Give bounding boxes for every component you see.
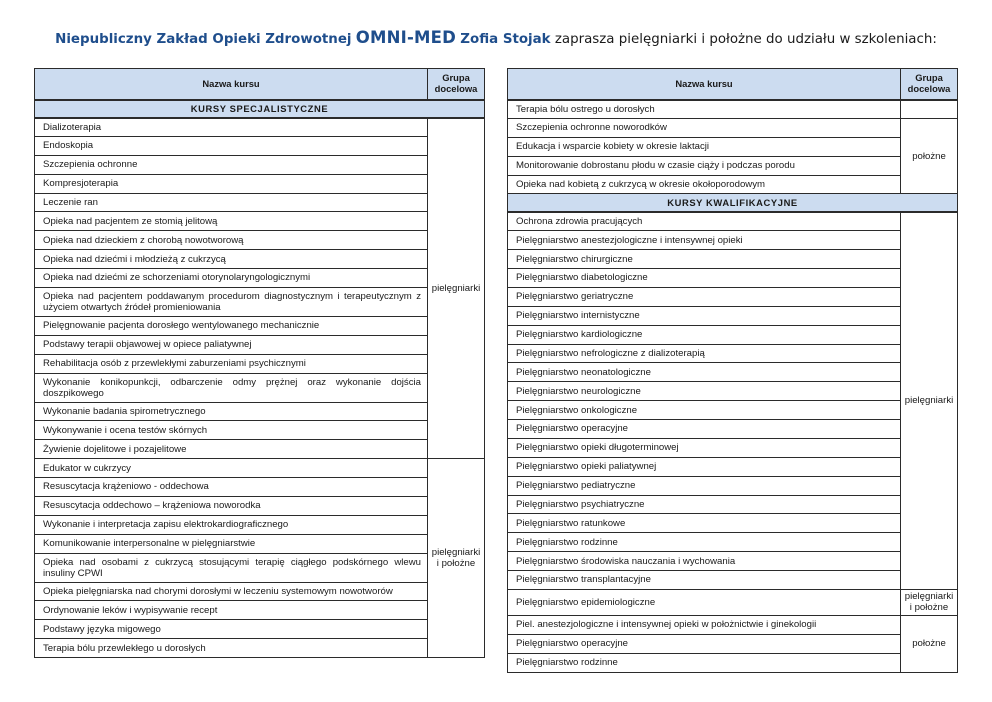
- target-group-label: pielęgniarki: [431, 282, 481, 294]
- target-group-header: [901, 69, 958, 100]
- course-row: [35, 155, 485, 174]
- course-row: [35, 478, 485, 497]
- course-name: Pielęgniarstwo kardiologiczne: [508, 325, 901, 344]
- course-row: [508, 344, 958, 363]
- course-row: [35, 174, 485, 193]
- course-row: [35, 534, 485, 553]
- target-group-label-line2: i położne: [909, 602, 949, 614]
- course-row: [35, 496, 485, 515]
- course-name-header: Nazwa kursu: [508, 69, 901, 100]
- course-row: [35, 421, 485, 440]
- course-row: [35, 316, 485, 335]
- organization-name: Niepubliczny Zakład Opieki Zdrowotnej: [55, 32, 352, 47]
- target-group-midwives: [901, 118, 958, 194]
- course-row: [35, 373, 485, 402]
- course-name: Leczenie ran: [35, 193, 428, 212]
- course-name: Pielęgniarstwo ratunkowe: [508, 514, 901, 533]
- course-name: Pielęgniarstwo epidemiologiczne: [508, 589, 901, 615]
- brand-name: OMNI-MED: [355, 28, 457, 47]
- course-row: [35, 212, 485, 231]
- section-specialist-courses: [35, 100, 485, 118]
- course-row: [35, 515, 485, 534]
- course-row: [508, 615, 958, 634]
- target-group-header-line1: Grupa: [915, 72, 943, 84]
- course-name: Pielęgniarstwo neonatologiczne: [508, 363, 901, 382]
- course-row: [35, 269, 485, 288]
- target-group-label: pielęgniarki: [904, 591, 954, 603]
- course-row: [35, 601, 485, 620]
- page-header: [0, 26, 992, 50]
- course-row: [508, 231, 958, 250]
- course-name: Pielęgniarstwo operacyjne: [508, 420, 901, 439]
- course-name: Ochrona zdrowia pracujących: [508, 212, 901, 231]
- course-row: [508, 589, 958, 615]
- course-row: [35, 250, 485, 269]
- course-row: [508, 420, 958, 439]
- course-name: Podstawy języka migowego: [35, 620, 428, 639]
- target-group-nurses: [901, 212, 958, 590]
- target-group-nurses: [428, 118, 485, 459]
- course-name: Resuscytacja krążeniowo - oddechowa: [35, 478, 428, 497]
- column-header-row: [508, 69, 958, 100]
- course-row: [35, 553, 485, 582]
- course-row: [508, 571, 958, 590]
- target-group-header-line2: docelowa: [434, 82, 478, 94]
- target-group-nurses-midwives: [901, 589, 958, 615]
- course-name: Komunikowanie interpersonalne w pielęgniarstwie: [35, 534, 428, 553]
- column-header-row: [35, 69, 485, 100]
- target-group-label: położne: [912, 638, 946, 650]
- course-name: Wykonanie badania spirometrycznego: [35, 402, 428, 421]
- target-group-label: położne: [912, 150, 946, 162]
- course-name: Pielęgniarstwo opieki długoterminowej: [508, 438, 901, 457]
- course-name: Pielęgniarstwo psychiatryczne: [508, 495, 901, 514]
- course-row: [35, 582, 485, 601]
- course-row: [35, 620, 485, 639]
- course-name: Kompresjoterapia: [35, 174, 428, 193]
- course-name: Monitorowanie dobrostanu płodu w czasie ciąży i podczas porodu: [508, 156, 901, 175]
- course-row: [508, 634, 958, 653]
- course-name: Terapia bólu ostrego u dorosłych: [508, 100, 901, 119]
- course-name: Endoskopia: [35, 136, 428, 155]
- course-name: Dializoterapia: [35, 118, 428, 137]
- course-name: Opieka nad pacjentem ze stomią jelitową: [35, 212, 428, 231]
- course-row: [508, 175, 958, 194]
- course-row: [508, 457, 958, 476]
- course-name: Rehabilitacja osób z przewlekłymi zaburzeniami psychicznymi: [35, 354, 428, 373]
- owner-name: Zofia Stojak: [460, 32, 551, 47]
- target-group-header-line2: docelowa: [907, 82, 951, 94]
- course-name: Pielęgniarstwo anestezjologiczne i intensywnej opieki: [508, 231, 901, 250]
- course-name: Pielęgniarstwo operacyjne: [508, 634, 901, 653]
- course-row: [35, 118, 485, 137]
- course-name: Pielęgniarstwo rodzinne: [508, 653, 901, 672]
- course-name: Pielęgniarstwo opieki paliatywnej: [508, 457, 901, 476]
- course-name: Edukacja i wsparcie kobiety w okresie laktacji: [508, 137, 901, 156]
- course-row: [508, 118, 958, 137]
- specialist-courses-table: [34, 68, 485, 658]
- course-name: Pielęgnowanie pacjenta dorosłego wentylowanego mechanicznie: [35, 316, 428, 335]
- course-name: Pielęgniarstwo rodzinne: [508, 533, 901, 552]
- target-group-header-line1: Grupa: [442, 72, 470, 84]
- course-row: [508, 438, 958, 457]
- course-row: [508, 287, 958, 306]
- course-name: Ordynowanie leków i wypisywanie recept: [35, 601, 428, 620]
- course-name: Wykonanie i interpretacja zapisu elektrokardiograficznego: [35, 515, 428, 534]
- section-title: KURSY SPECJALISTYCZNE: [35, 100, 485, 118]
- course-row: [35, 335, 485, 354]
- course-row: [35, 231, 485, 250]
- section-title: KURSY KWALIFIKACYJNE: [508, 194, 958, 212]
- course-name: Piel. anestezjologiczne i intensywnej opieki w położnictwie i ginekologii: [508, 615, 901, 634]
- course-name: Pielęgniarstwo nefrologiczne z dializoterapią: [508, 344, 901, 363]
- course-name: Opieka nad dzieckiem z chorobą nowotworową: [35, 231, 428, 250]
- course-row: [508, 401, 958, 420]
- target-group-label-line2: i położne: [436, 558, 476, 570]
- section-qualification-courses: [508, 194, 958, 212]
- course-name: Pielęgniarstwo środowiska nauczania i wychowania: [508, 552, 901, 571]
- course-name: Pielęgniarstwo pediatryczne: [508, 476, 901, 495]
- course-row: [508, 325, 958, 344]
- course-row: [35, 287, 485, 316]
- course-name: Wykonanie konikopunkcji, odbarczenie odmy prężnej oraz wykonanie dojścia doszpikowego: [35, 373, 428, 402]
- course-row: [508, 495, 958, 514]
- course-name: Opieka nad dziećmi ze schorzeniami otorynolaryngologicznymi: [35, 269, 428, 288]
- target-group-label: pielęgniarki: [904, 395, 954, 407]
- course-name: Pielęgniarstwo neurologiczne: [508, 382, 901, 401]
- course-row: [35, 354, 485, 373]
- course-row: [508, 476, 958, 495]
- qualification-courses-table: [507, 68, 958, 673]
- course-name: Pielęgniarstwo internistyczne: [508, 306, 901, 325]
- course-row: [508, 156, 958, 175]
- course-name: Opieka nad pacjentem poddawanym procedurom diagnostycznym i terapeutycznym z użyciem otwartych źródeł promieniowania: [35, 287, 428, 316]
- course-row: [508, 212, 958, 231]
- course-name: Podstawy terapii objawowej w opiece paliatywnej: [35, 335, 428, 354]
- course-row: [508, 269, 958, 288]
- course-name: Opieka nad osobami z cukrzycą stosującymi terapię ciągłego podskórnego wlewu insuliny CPWI: [35, 553, 428, 582]
- course-row: [35, 402, 485, 421]
- course-row: [508, 137, 958, 156]
- course-row: [508, 533, 958, 552]
- course-name: Żywienie dojelitowe i pozajelitowe: [35, 440, 428, 459]
- course-row: [35, 440, 485, 459]
- course-name-header: Nazwa kursu: [35, 69, 428, 100]
- target-group-header: [428, 69, 485, 100]
- course-name: Pielęgniarstwo chirurgiczne: [508, 250, 901, 269]
- target-group-label: pielęgniarki: [431, 547, 481, 559]
- course-row: [508, 514, 958, 533]
- course-row: [508, 250, 958, 269]
- course-row: [35, 193, 485, 212]
- course-name: Opieka pielęgniarska nad chorymi dorosłymi w leczeniu systemowym nowotworów: [35, 582, 428, 601]
- course-row: [508, 306, 958, 325]
- target-group-empty: [901, 100, 958, 119]
- course-row: [508, 363, 958, 382]
- course-name: Pielęgniarstwo onkologiczne: [508, 401, 901, 420]
- course-row: [508, 653, 958, 672]
- target-group-nurses-midwives: [428, 459, 485, 658]
- course-row: [508, 382, 958, 401]
- course-name: Terapia bólu przewlekłego u dorosłych: [35, 639, 428, 658]
- course-name: Pielęgniarstwo diabetologiczne: [508, 269, 901, 288]
- course-name: Edukator w cukrzycy: [35, 459, 428, 478]
- course-name: Szczepienia ochronne: [35, 155, 428, 174]
- course-name: Pielęgniarstwo geriatryczne: [508, 287, 901, 306]
- course-name: Wykonywanie i ocena testów skórnych: [35, 421, 428, 440]
- course-row: [35, 639, 485, 658]
- course-row: [35, 136, 485, 155]
- course-name: Pielęgniarstwo transplantacyjne: [508, 571, 901, 590]
- target-group-midwives: [901, 615, 958, 672]
- course-name: Resuscytacja oddechowo – krążeniowa noworodka: [35, 496, 428, 515]
- course-name: Szczepienia ochronne noworodków: [508, 118, 901, 137]
- course-row: [35, 459, 485, 478]
- course-name: Opieka nad kobietą z cukrzycą w okresie okołoporodowym: [508, 175, 901, 194]
- course-row: [508, 100, 958, 119]
- invitation-text: zaprasza pielęgniarki i położne do udziału w szkoleniach:: [554, 32, 937, 47]
- course-row: [508, 552, 958, 571]
- course-name: Opieka nad dziećmi i młodzieżą z cukrzycą: [35, 250, 428, 269]
